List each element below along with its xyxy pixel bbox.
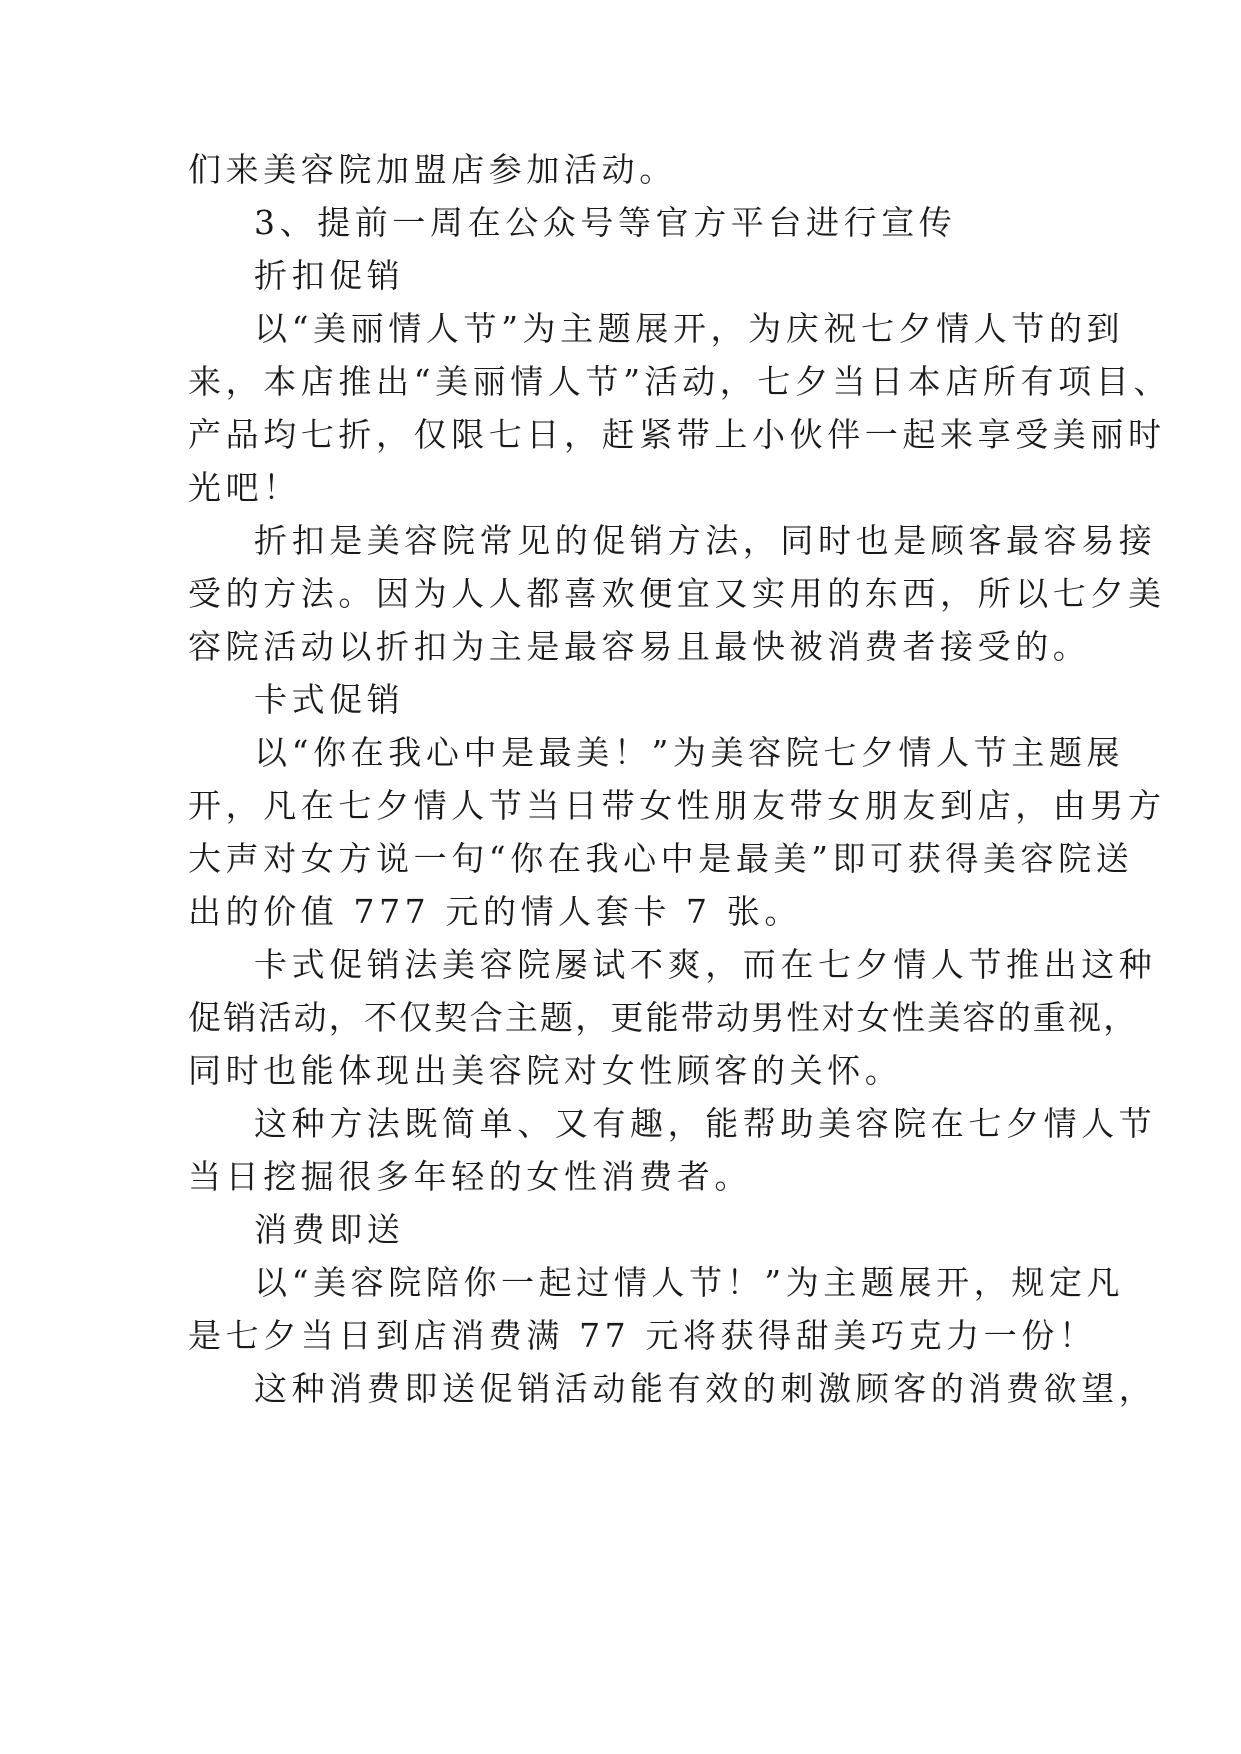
paragraph-line: 促销活动，不仅契合主题，更能带动男性对女性美容的重视， (188, 998, 1139, 1037)
section-heading-card: 卡式促销 (254, 680, 405, 719)
numbered-item-line: 3、提前一周在公众号等官方平台进行宣传 (254, 203, 957, 242)
paragraph-line: 同时也能体现出美容院对女性顾客的关怀。 (188, 1051, 903, 1090)
paragraph-line: 容院活动以折扣为主是最容易且最快被消费者接受的。 (188, 627, 1091, 666)
paragraph-line: 这种消费即送促销活动能有效的刺激顾客的消费欲望， (254, 1369, 1157, 1408)
paragraph-line: 卡式促销法美容院屡试不爽，而在七夕情人节推出这种 (254, 945, 1157, 984)
paragraph-line: 光吧！ (188, 468, 301, 507)
paragraph-line: 当日挖掘很多年轻的女性消费者。 (188, 1157, 752, 1196)
paragraph-line: 大声对女方说一句“你在我心中是最美”即可获得美容院送 (188, 839, 1134, 878)
paragraph-line: 受的方法。因为人人都喜欢便宜又实用的东西，所以七夕美 (188, 574, 1166, 613)
paragraph-line: 来，本店推出“美丽情人节”活动，七夕当日本店所有项目、 (188, 362, 1171, 401)
paragraph-line: 以“美丽情人节”为主题展开，为庆祝七夕情人节的到 (254, 309, 1125, 348)
paragraph-line: 这种方法既简单、又有趣，能帮助美容院在七夕情人节 (254, 1104, 1157, 1143)
paragraph-line: 是七夕当日到店消费满 77 元将获得甜美巧克力一份！ (188, 1316, 1097, 1355)
paragraph-line: 产品均七折，仅限七日，赶紧带上小伙伴一起来享受美丽时 (188, 415, 1166, 454)
paragraph-line: 折扣是美容院常见的促销方法，同时也是顾客最容易接 (254, 521, 1157, 560)
paragraph-line: 以“美容院陪你一起过情人节！”为主题展开，规定凡 (254, 1263, 1125, 1302)
paragraph-line: 以“你在我心中是最美！”为美容院七夕情人节主题展 (254, 733, 1125, 772)
paragraph-line: 出的价值 777 元的情人套卡 7 张。 (188, 892, 802, 931)
paragraph-line: 们来美容院加盟店参加活动。 (188, 150, 677, 189)
section-heading-gift: 消费即送 (254, 1210, 405, 1249)
section-heading-discount: 折扣促销 (254, 256, 405, 295)
paragraph-line: 开，凡在七夕情人节当日带女性朋友带女朋友到店，由男方 (188, 786, 1166, 825)
